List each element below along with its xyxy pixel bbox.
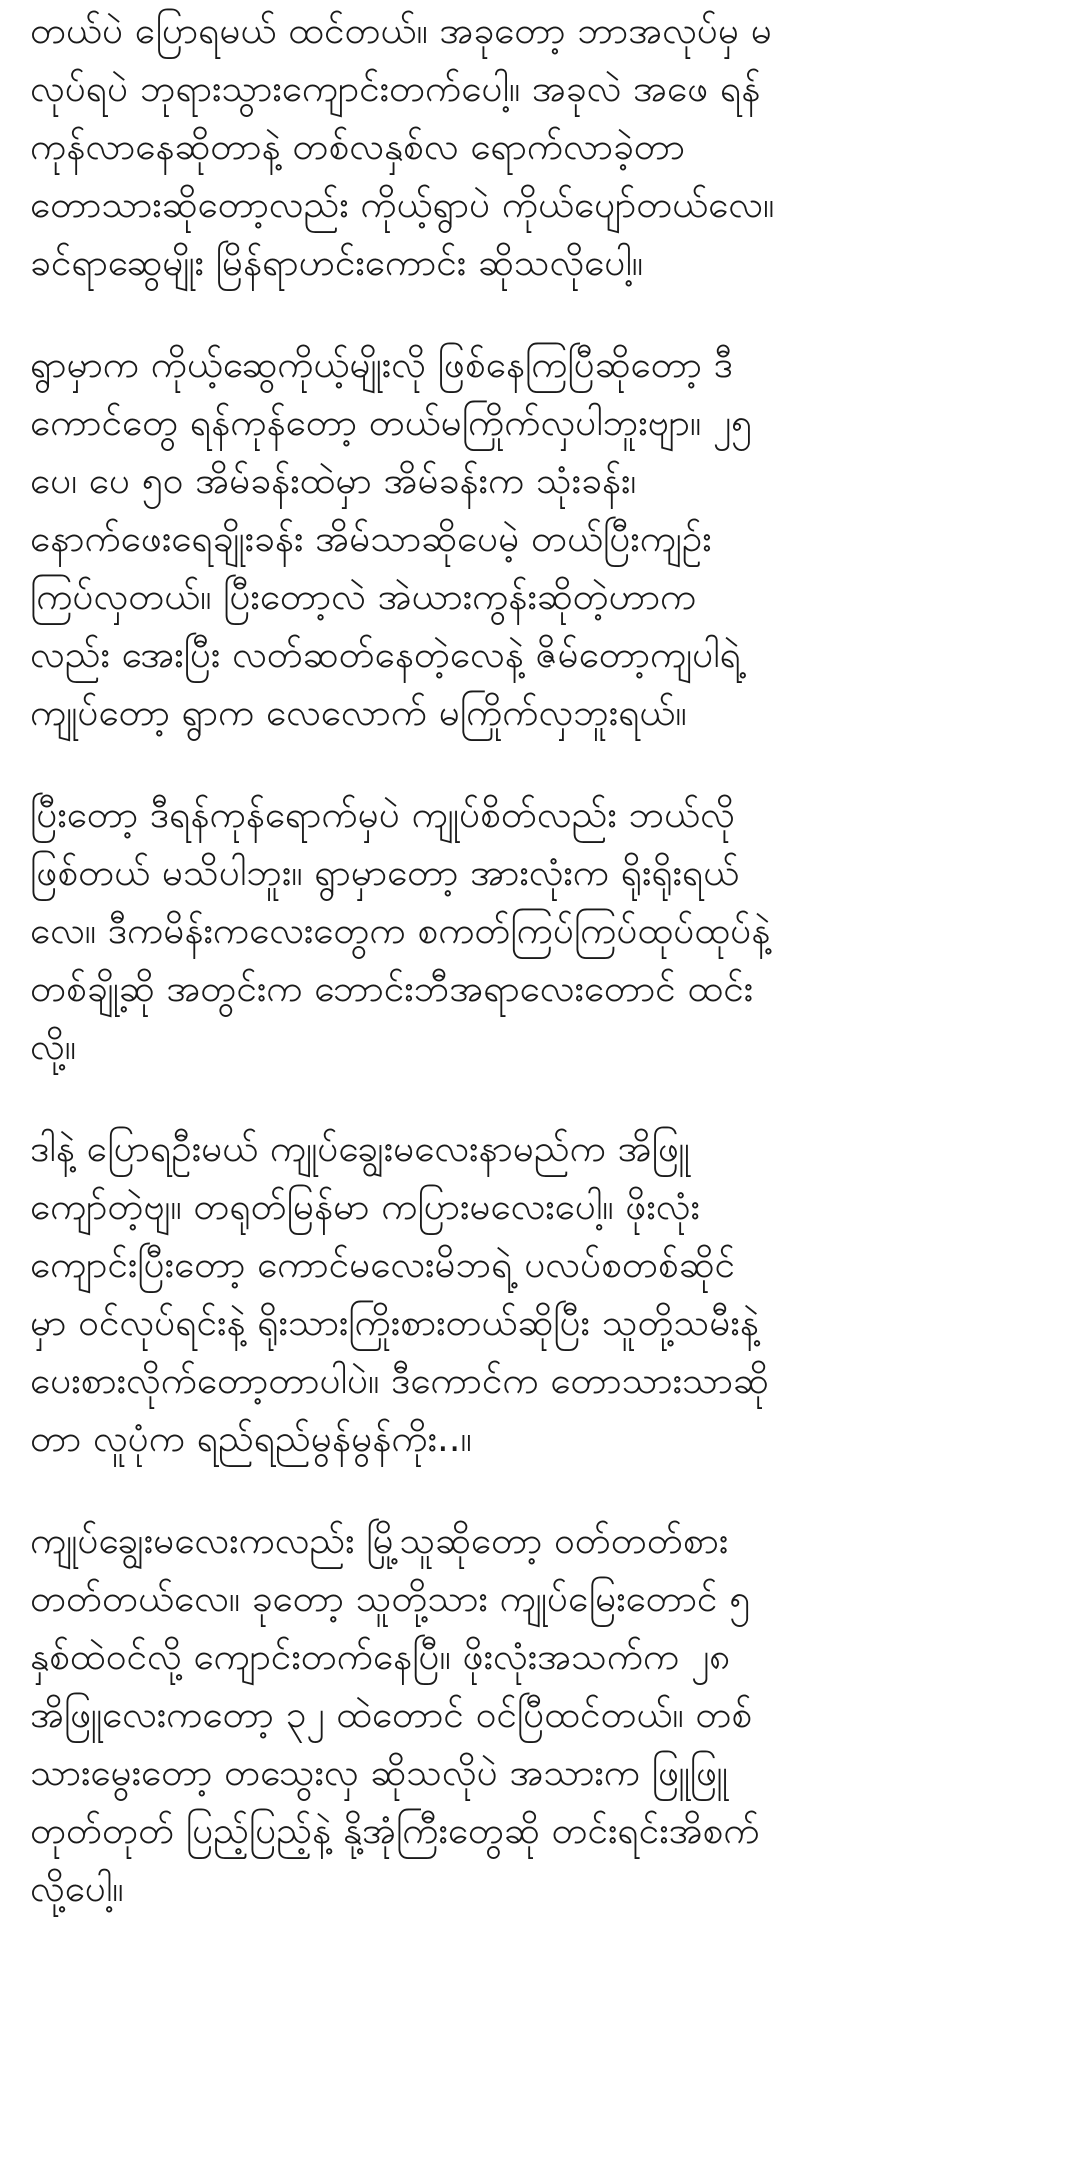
text-line: ပေးစားလိုက်တော့တာပါပဲ။ ဒီကောင်က တောသားသာဆို — [30, 1359, 769, 1402]
paragraph-2 — [30, 336, 1050, 742]
text-line: ကြပ်လှတယ်။ ပြီးတော့လဲ အဲယားကွန်းဆိုတဲ့ဟာက — [30, 575, 697, 618]
text-line: ကုန်လာနေဆိုတာနဲ့ တစ်လနှစ်လ ရောက်လာခဲ့တာ — [30, 125, 686, 168]
paragraph-4 — [30, 1120, 1050, 1468]
text-line: လေ။ ဒီကမိန်းကလေးတွေက စကတ်ကြပ်ကြပ်ထုပ်ထုပ်နဲ့ — [30, 909, 771, 952]
text-line: သားမွေးတော့ တသွေးလှ ဆိုသလိုပဲ အသားက ဖြူဖြူ — [30, 1751, 728, 1794]
text-line: ရွာမှာက ကိုယ့်ဆွေကိုယ့်မျိုးလို ဖြစ်နေကြပြီဆိုတော့ ဒီ — [30, 343, 733, 386]
paragraph-5 — [30, 1512, 1050, 1918]
paragraph-3 — [30, 786, 1050, 1076]
text-line: ဒါနဲ့ ပြောရဦးမယ် ကျုပ်ချွေးမလေးနာမည်က အိဖြူ — [30, 1127, 690, 1170]
text-line: အိဖြူလေးကတော့ ၃၂ ထဲတောင် ဝင်ပြီထင်တယ်။ တစ် — [30, 1693, 753, 1736]
text-line: ကောင်တွေ ရန်ကုန်တော့ တယ်မကြိုက်လှပါဘူးဗျာ။ ၂၅ — [30, 401, 752, 444]
text-line: ဖြစ်တယ် မသိပါဘူး။ ရွာမှာတော့ အားလုံးက ရိုးရိုးရယ် — [30, 851, 740, 894]
text-line: နောက်ဖေးရေချိုးခန်း အိမ်သာဆိုပေမဲ့ တယ်ပြီးကျဉ်း — [30, 517, 712, 560]
text-line: လည်း အေးပြီး လတ်ဆတ်နေတဲ့လေနဲ့ ဇိမ်တော့ကျပါရဲ့ — [30, 633, 741, 676]
text-line: တာ လူပုံက ရည်ရည်မွန်မွန်ကိုး..။ — [30, 1417, 472, 1460]
text-line: လုပ်ရပဲ ဘုရားသွားကျောင်းတက်ပေါ့။ အခုလဲ အဖေ ရန် — [30, 67, 761, 110]
text-line: တောသားဆိုတော့လည်း ကိုယ့်ရွာပဲ ကိုယ်ပျော်တယ်လေ။ — [30, 183, 775, 226]
text-line: ကျုပ်ချွေးမလေးကလည်း မြို့သူဆိုတော့ ဝတ်တတ်စား — [30, 1519, 729, 1562]
text-line: လို့။ — [30, 1025, 76, 1068]
text-line: မှာ ဝင်လုပ်ရင်းနဲ့ ရိုးသားကြိုးစားတယ်ဆိုပြီး သူတို့သမီးနဲ့ — [30, 1301, 759, 1344]
text-line: နှစ်ထဲဝင်လို့ ကျောင်းတက်နေပြီ။ ဖိုးလုံးအသက်က ၂၈ — [30, 1635, 731, 1678]
text-line: တုတ်တုတ် ပြည့်ပြည့်နဲ့ နို့အုံကြီးတွေဆို တင်းရင်းအိစက် — [30, 1809, 760, 1852]
text-line: ပြီးတော့ ဒီရန်ကုန်ရောက်မှပဲ ကျုပ်စိတ်လည်း ဘယ်လို — [30, 793, 735, 836]
text-line: ပေ၊ ပေ ၅၀ အိမ်ခန်းထဲမှာ အိမ်ခန်းက သုံးခန်း၊ — [30, 459, 637, 502]
article-body — [30, 2, 1050, 1962]
text-line: တယ်ပဲ ပြောရမယ် ထင်တယ်။ အခုတော့ ဘာအလုပ်မှ မ — [30, 9, 772, 52]
text-line: တစ်ချို့ဆို အတွင်းက ဘောင်းဘီအရာလေးတောင် ထင်း — [30, 967, 754, 1010]
paragraph-1 — [30, 2, 1050, 292]
text-line: ကျော်တဲ့ဗျ။ တရုတ်မြန်မာ ကပြားမလေးပေါ့။ ဖိုးလုံး — [30, 1185, 700, 1228]
text-line: လို့ပေါ့။ — [30, 1867, 124, 1910]
text-line: ကျုပ်တော့ ရွာက လေလောက် မကြိုက်လှဘူးရယ်။ — [30, 691, 687, 734]
text-line: တတ်တယ်လေ။ ခုတော့ သူတို့သား ကျုပ်မြေးတောင် ၅ — [30, 1577, 751, 1620]
text-line: ခင်ရာဆွေမျိုး မြိန်ရာဟင်းကောင်း ဆိုသလိုပေါ့။ — [30, 241, 643, 284]
text-line: ကျောင်းပြီးတော့ ကောင်မလေးမိဘရဲ့ ပလပ်စတစ်ဆိုင် — [30, 1243, 736, 1286]
